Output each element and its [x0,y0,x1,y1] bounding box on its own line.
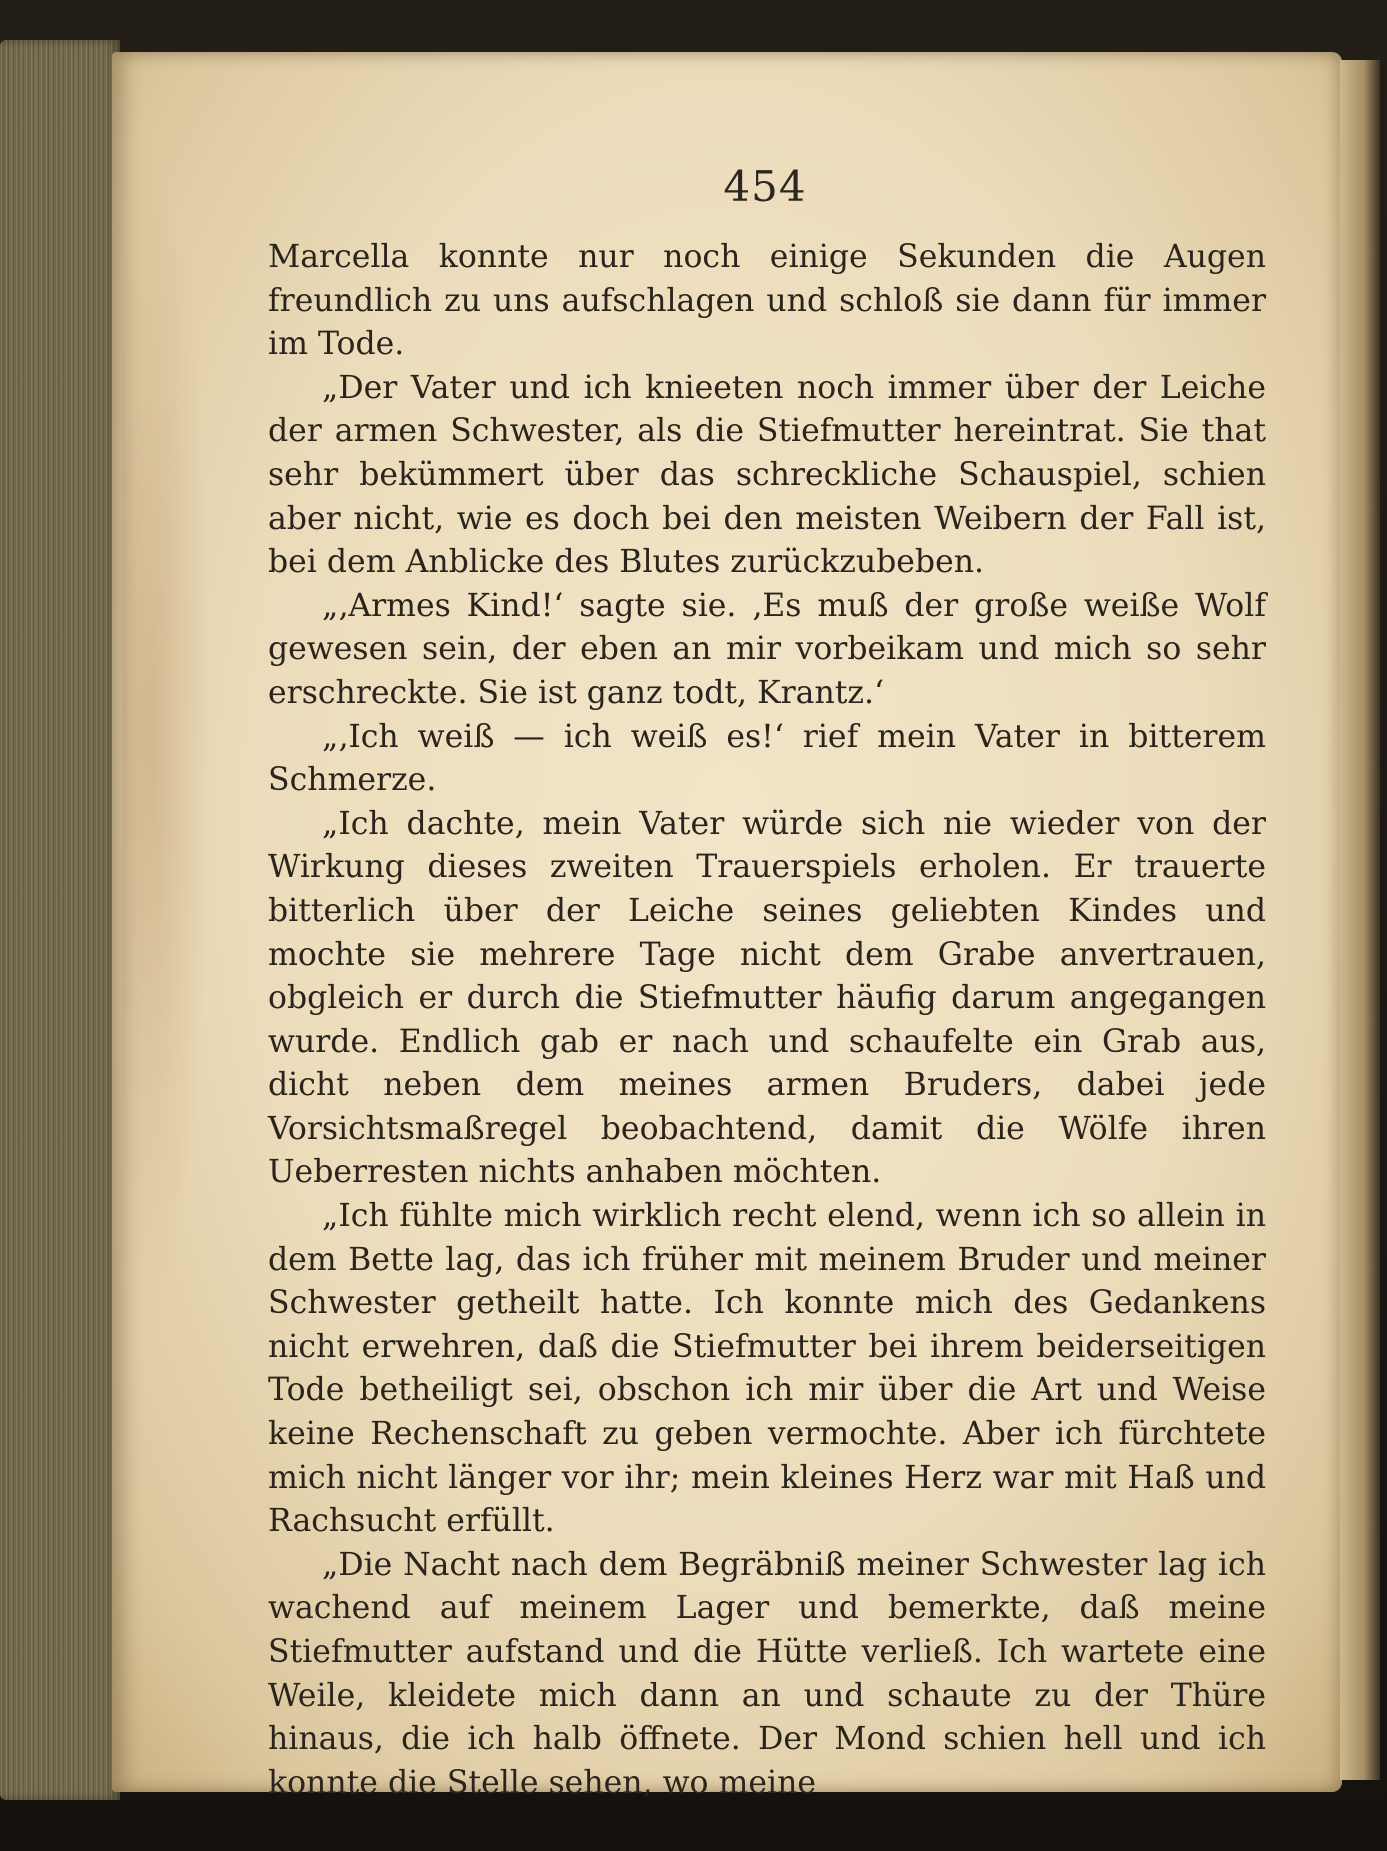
book-page-edges [0,40,120,1800]
facing-page-edge [1340,60,1380,1780]
paragraph-6: „Ich fühlte mich wirklich recht elend, wenn ich so allein in dem Bette lag, das ich früher mit meinem Bruder und meiner Schwester getheilt hatte. Ich konnte mich des Gedankens nicht erwehren, daß die Stiefmutter bei ihrem beiderseitigen Tode betheiligt sei, obschon ich mir über die Art und Weise keine Rechenschaft zu geben vermochte. Aber ich fürchtete mich nicht länger vor ihr; mein kleines Herz war mit Haß und Rachsucht erfüllt. [268,1198,1266,1540]
page-stain [122,132,212,1332]
paragraph-1: Marcella konnte nur noch einige Sekunden die Augen freundlich zu uns aufschlagen und schloß sie dann für immer im Tode. [268,239,1266,363]
body-text [268,236,1266,1805]
page-number: 454 [723,162,807,211]
paragraph-5: „Ich dachte, mein Vater würde sich nie wieder von der Wirkung dieses zweiten Trauerspiels erholen. Er trauerte bitterlich über der Leiche seines geliebten Kindes und mochte sie mehrere Tage nicht dem Grabe anvertrauen, obgleich er durch die Stiefmutter häufig darum angegangen wurde. Endlich gab er nach und schaufelte ein Grab aus, dicht neben dem meines armen Bruders, dabei jede Vorsichtsmaßregel beobachtend, damit die Wölfe ihren Ueberresten nichts anhaben möchten. [268,805,1266,1191]
paragraph-2: „Der Vater und ich knieeten noch immer über der Leiche der armen Schwester, als die Stiefmutter hereintrat. Sie that sehr bekümmert über das schreckliche Schauspiel, schien aber nicht, wie es doch bei den meisten Weibern der Fall ist, bei dem Anblicke des Blutes zurückzubeben. [268,369,1266,581]
paragraph-7: „Die Nacht nach dem Begräbniß meiner Schwester lag ich wachend auf meinem Lager und bemerkte, daß meine Stiefmutter aufstand und die Hütte verließ. Ich wartete eine Weile, kleidete mich dann an und schaute zu der Thüre hinaus, die ich halb öffnete. Der Mond schien hell und ich konnte die Stelle sehen, wo meine [268,1546,1266,1801]
paragraph-3: „‚Armes Kind!‘ sagte sie. ‚Es muß der große weiße Wolf gewesen sein, der eben an mir vorbeikam und mich so sehr erschreckte. Sie ist ganz todt, Krantz.‘ [268,587,1266,711]
paragraph-4: „‚Ich weiß — ich weiß es!‘ rief mein Vater in bitterem Schmerze. [268,718,1266,799]
